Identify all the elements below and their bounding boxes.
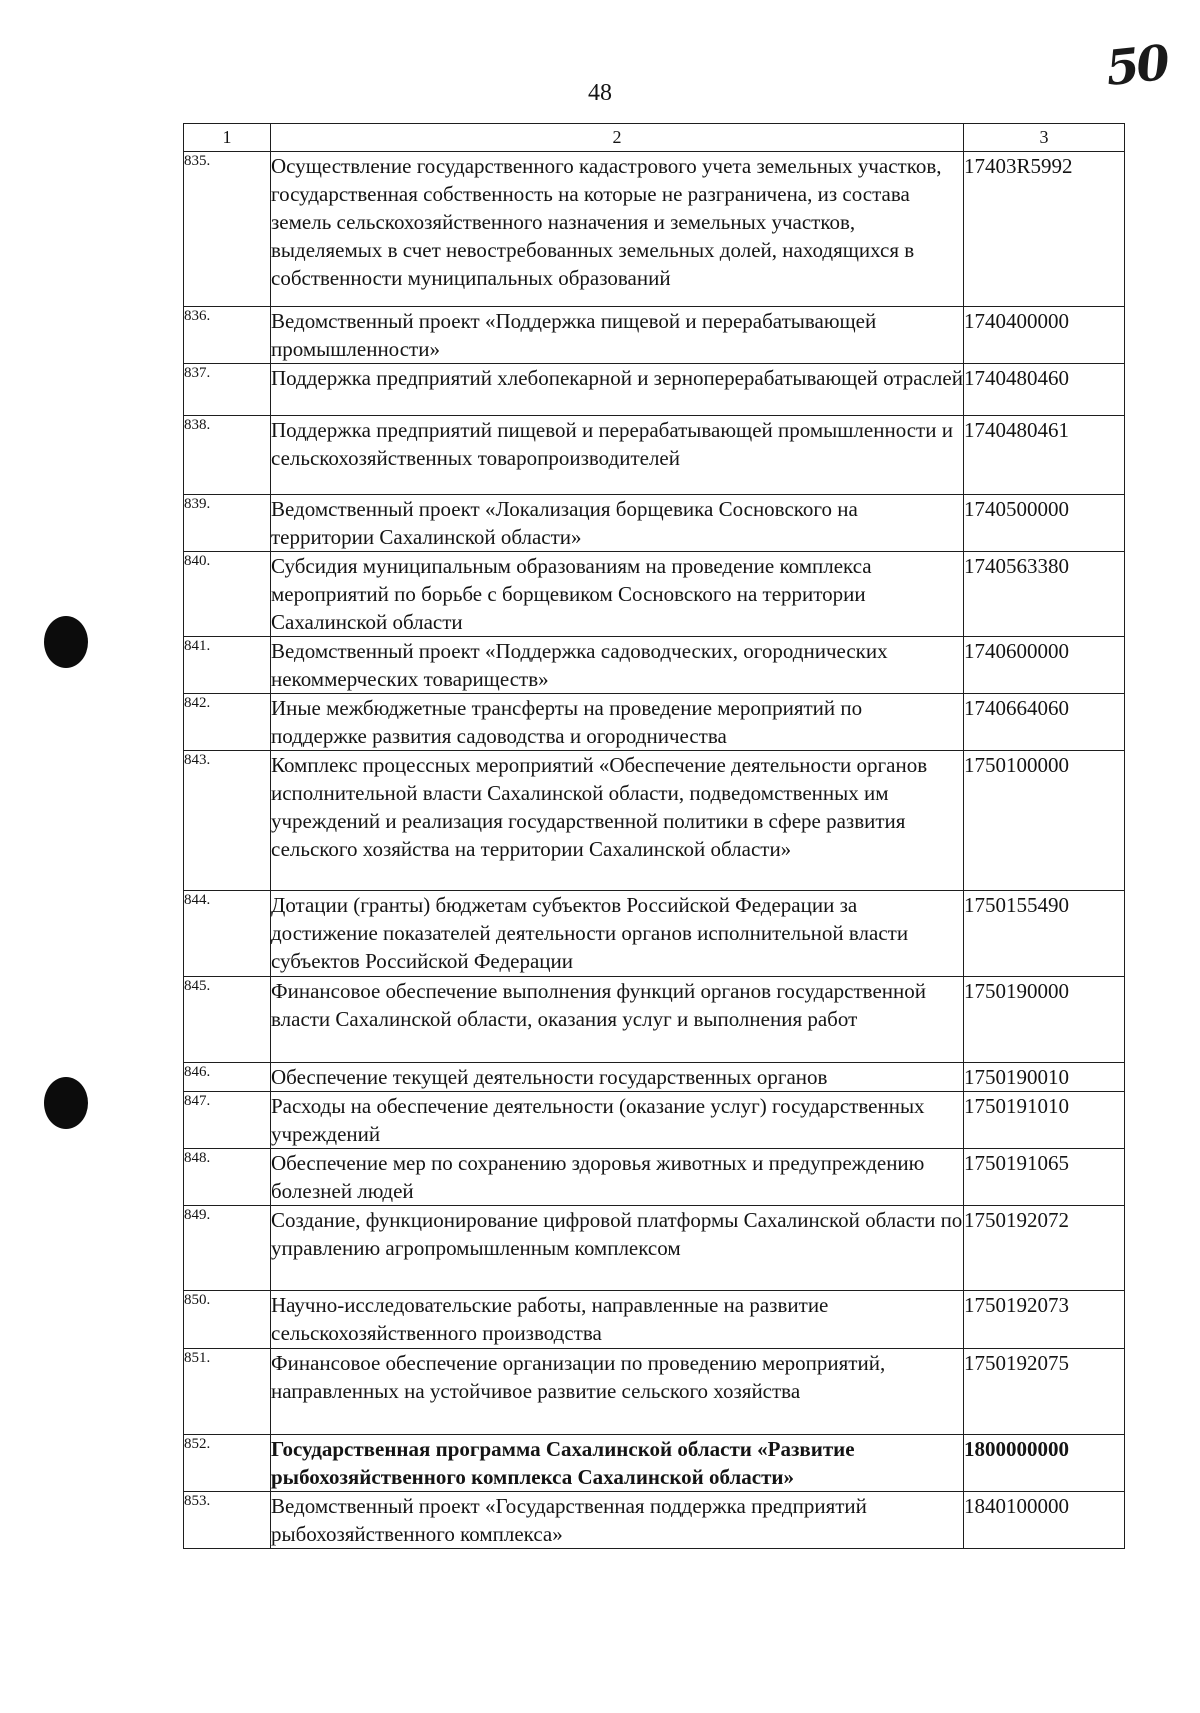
budget-classification-table [183, 123, 1125, 1549]
row-code: 1750191010 [964, 1092, 1125, 1149]
row-number: 842. [184, 694, 271, 751]
row-code: 1800000000 [964, 1435, 1125, 1492]
table-row [184, 1349, 1125, 1435]
row-code: 1740500000 [964, 495, 1125, 552]
page-number: 48 [588, 80, 612, 106]
row-code: 1740600000 [964, 637, 1125, 694]
row-code: 1740664060 [964, 694, 1125, 751]
row-name: Дотации (гранты) бюджетам субъектов Российской Федерации за достижение показателей деятельности органов исполнительной власти субъектов Российской Федерации [271, 891, 964, 977]
row-number: 847. [184, 1092, 271, 1149]
table-row [184, 694, 1125, 751]
row-name: Финансовое обеспечение выполнения функций органов государственной власти Сахалинской области, оказания услуг и выполнения работ [271, 977, 964, 1063]
table-row [184, 1092, 1125, 1149]
table-row [184, 1149, 1125, 1206]
table-row [184, 416, 1125, 495]
row-name: Научно-исследовательские работы, направленные на развитие сельскохозяйственного производства [271, 1291, 964, 1349]
row-number: 836. [184, 307, 271, 364]
row-name: Расходы на обеспечение деятельности (оказание услуг) государственных учреждений [271, 1092, 964, 1149]
row-number: 840. [184, 552, 271, 637]
table-row [184, 1063, 1125, 1092]
row-name: Государственная программа Сахалинской области «Развитие рыбохозяйственного комплекса Сахалинской области» [271, 1435, 964, 1492]
row-code: 1750100000 [964, 751, 1125, 891]
row-code: 1750192073 [964, 1291, 1125, 1349]
row-number: 841. [184, 637, 271, 694]
row-code: 1750192075 [964, 1349, 1125, 1435]
row-number: 852. [184, 1435, 271, 1492]
row-number: 839. [184, 495, 271, 552]
row-code: 1750191065 [964, 1149, 1125, 1206]
punch-hole-mark [44, 616, 88, 668]
table-row [184, 364, 1125, 416]
row-name: Ведомственный проект «Поддержка садоводческих, огороднических некоммерческих товариществ» [271, 637, 964, 694]
row-number: 837. [184, 364, 271, 416]
row-code: 17403R5992 [964, 152, 1125, 307]
table-row [184, 495, 1125, 552]
row-code: 1750190000 [964, 977, 1125, 1063]
row-code: 1750192072 [964, 1206, 1125, 1291]
row-number: 845. [184, 977, 271, 1063]
row-number: 846. [184, 1063, 271, 1092]
table-row [184, 1492, 1125, 1549]
punch-hole-mark [44, 1077, 88, 1129]
row-name: Ведомственный проект «Локализация борщевика Сосновского на территории Сахалинской области» [271, 495, 964, 552]
column-header-number: 1 [184, 124, 271, 152]
row-name: Осуществление государственного кадастрового учета земельных участков, государственная собственность на которые не разграничена, из состава земель сельскохозяйственного назначения и земельных участков, выделяемых в счет невостребованных земельных долей, находящихся в собственности муниципальных образований [271, 152, 964, 307]
table-row [184, 1435, 1125, 1492]
row-code: 1740480460 [964, 364, 1125, 416]
row-code: 1740480461 [964, 416, 1125, 495]
row-number: 853. [184, 1492, 271, 1549]
row-name: Ведомственный проект «Государственная поддержка предприятий рыбохозяйственного комплекса» [271, 1492, 964, 1549]
row-name: Иные межбюджетные трансферты на проведение мероприятий по поддержке развития садоводства и огородничества [271, 694, 964, 751]
row-number: 849. [184, 1206, 271, 1291]
table-header-row [184, 124, 1125, 152]
row-name: Поддержка предприятий пищевой и перерабатывающей промышленности и сельскохозяйственных товаропроизводителей [271, 416, 964, 495]
row-number: 838. [184, 416, 271, 495]
row-number: 848. [184, 1149, 271, 1206]
table-row [184, 1206, 1125, 1291]
row-code: 1740400000 [964, 307, 1125, 364]
row-name: Создание, функционирование цифровой платформы Сахалинской области по управлению агропромышленным комплексом [271, 1206, 964, 1291]
table-row [184, 977, 1125, 1063]
row-name: Поддержка предприятий хлебопекарной и зерноперерабатывающей отраслей [271, 364, 964, 416]
row-name: Финансовое обеспечение организации по проведению мероприятий, направленных на устойчивое развитие сельского хозяйства [271, 1349, 964, 1435]
table-row [184, 1291, 1125, 1349]
table-row [184, 891, 1125, 977]
table-row [184, 637, 1125, 694]
row-name: Субсидия муниципальным образованиям на проведение комплекса мероприятий по борьбе с борщевиком Сосновского на территории Сахалинской области [271, 552, 964, 637]
table-row [184, 552, 1125, 637]
row-number: 850. [184, 1291, 271, 1349]
table-row [184, 152, 1125, 307]
row-number: 851. [184, 1349, 271, 1435]
row-name: Обеспечение мер по сохранению здоровья животных и предупреждению болезней людей [271, 1149, 964, 1206]
row-code: 1750155490 [964, 891, 1125, 977]
row-name: Ведомственный проект «Поддержка пищевой и перерабатывающей промышленности» [271, 307, 964, 364]
row-code: 1840100000 [964, 1492, 1125, 1549]
row-number: 835. [184, 152, 271, 307]
row-code: 1740563380 [964, 552, 1125, 637]
table-row [184, 751, 1125, 891]
row-number: 843. [184, 751, 271, 891]
row-code: 1750190010 [964, 1063, 1125, 1092]
row-name: Обеспечение текущей деятельности государственных органов [271, 1063, 964, 1092]
column-header-name: 2 [271, 124, 964, 152]
table-row [184, 307, 1125, 364]
handwritten-page-number: 50 [1103, 34, 1170, 98]
row-number: 844. [184, 891, 271, 977]
row-name: Комплекс процессных мероприятий «Обеспечение деятельности органов исполнительной власти Сахалинской области, подведомственных им учреждений и реализация государственной политики в сфере развития сельского хозяйства на территории Сахалинской области» [271, 751, 964, 891]
column-header-code: 3 [964, 124, 1125, 152]
